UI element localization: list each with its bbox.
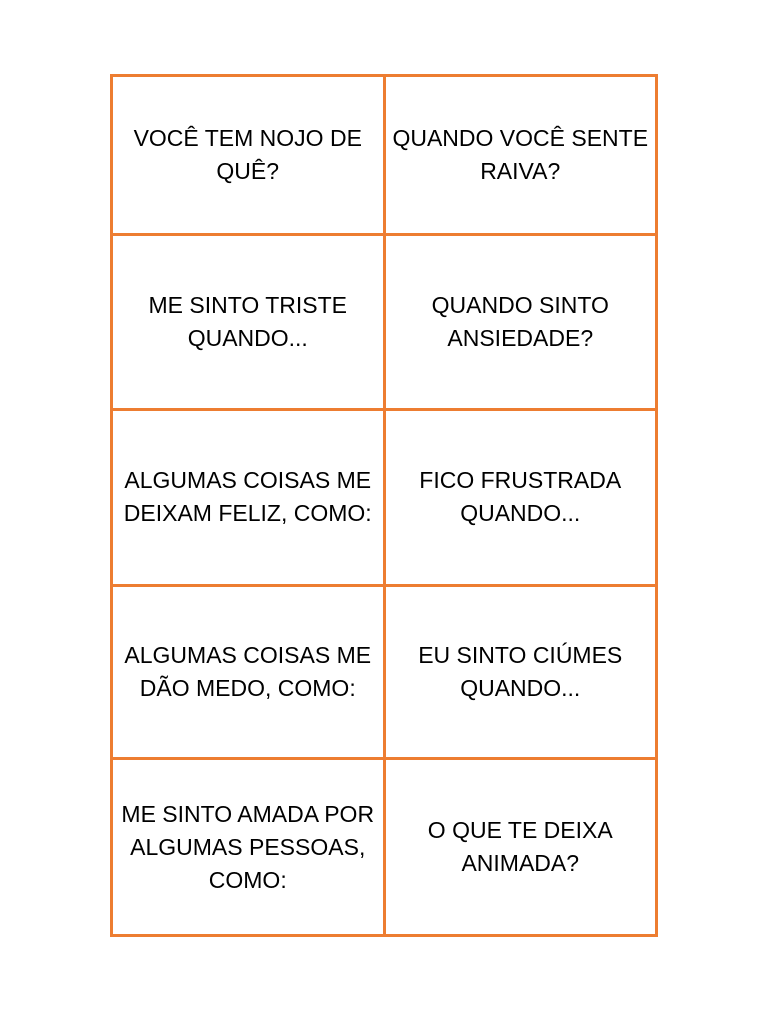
question-card: [112, 410, 385, 586]
question-text: ALGUMAS COISAS ME DÃO MEDO, COMO:: [124, 642, 372, 702]
card-row: [112, 759, 657, 936]
question-text: ALGUMAS COISAS ME DEIXAM FELIZ, COMO:: [123, 467, 372, 527]
question-text: QUANDO VOCÊ SENTE RAIVA?: [392, 124, 649, 184]
question-card: [384, 410, 657, 586]
card-row: [112, 585, 657, 759]
question-text: ME SINTO TRISTE QUANDO...: [148, 291, 347, 351]
question-card: [112, 759, 385, 936]
question-card: [112, 234, 385, 410]
question-text: O QUE TE DEIXA ANIMADA?: [427, 817, 613, 877]
question-text: ME SINTO AMADA POR ALGUMAS PESSOAS, COMO:: [121, 800, 375, 893]
card-row: [112, 410, 657, 586]
question-text: QUANDO SINTO ANSIEDADE?: [431, 291, 609, 351]
question-card: [384, 585, 657, 759]
question-text: EU SINTO CIÚMES QUANDO...: [418, 642, 623, 702]
question-card: [112, 76, 385, 235]
question-card: [384, 76, 657, 235]
card-row: [112, 234, 657, 410]
card-row: [112, 76, 657, 235]
question-card: [384, 759, 657, 936]
question-card-grid: [110, 74, 658, 937]
question-card: [112, 585, 385, 759]
question-text: VOCÊ TEM NOJO DE QUÊ?: [133, 124, 362, 184]
question-text: FICO FRUSTRADA QUANDO...: [419, 467, 622, 527]
question-card: [384, 234, 657, 410]
